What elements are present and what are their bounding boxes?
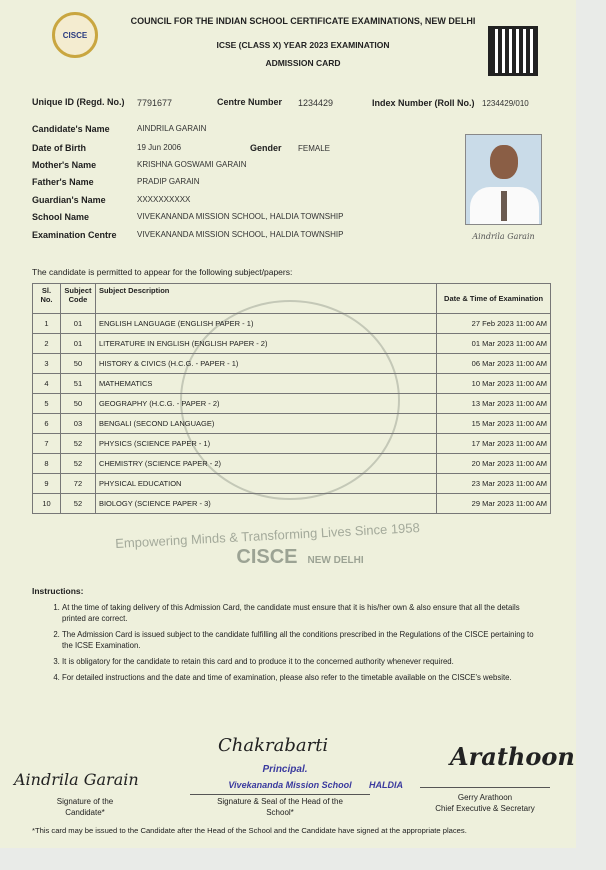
gender-label: Gender bbox=[250, 143, 282, 153]
subject-code: 52 bbox=[60, 434, 95, 454]
instruction-item: 2. The Admission Card is issued subject to the candidate fulfilling all the conditions prescribed in the Regulations of the CISCE pertaining to the ICSE Examination. bbox=[62, 629, 542, 651]
gender: FEMALE bbox=[298, 144, 331, 153]
subject-description: PHYSICS (SCIENCE PAPER - 1) bbox=[95, 434, 436, 454]
exam-datetime: 17 Mar 2023 11:00 AM bbox=[437, 434, 551, 454]
table-row bbox=[33, 354, 551, 374]
mother-name: KRISHNA GOSWAMI GARAIN bbox=[137, 160, 247, 169]
sl-no: 3 bbox=[33, 354, 61, 374]
col-sl: Sl. No. bbox=[33, 284, 61, 314]
subject-code: 01 bbox=[60, 334, 95, 354]
table-row bbox=[33, 414, 551, 434]
footnote: *This card may be issued to the Candidate after the Head of the School and the Candidate have signed at the appropriate places. bbox=[32, 826, 467, 835]
watermark-text: CISCE bbox=[236, 546, 298, 568]
subject-description: MATHEMATICS bbox=[95, 374, 436, 394]
col-description: Subject Description bbox=[95, 284, 436, 314]
index-number: 1234429/010 bbox=[482, 99, 529, 108]
candidate-photo bbox=[465, 134, 542, 225]
candidate-sig-caption: Signature of the Candidate* bbox=[56, 797, 114, 817]
head-sig-caption: Signature & Seal of the Head of the School* bbox=[217, 797, 343, 817]
qr-code bbox=[488, 26, 538, 76]
ce-sig-line bbox=[420, 787, 550, 788]
table-row bbox=[33, 374, 551, 394]
sl-no: 4 bbox=[33, 374, 61, 394]
exam-datetime: 20 Mar 2023 11:00 AM bbox=[437, 454, 551, 474]
subject-code: 52 bbox=[60, 454, 95, 474]
head-signature: Chakrabarti bbox=[218, 735, 329, 756]
cisce-watermark bbox=[200, 546, 400, 569]
subject-code: 03 bbox=[60, 414, 95, 434]
subject-description: LITERATURE IN ENGLISH (ENGLISH PAPER - 2) bbox=[95, 334, 436, 354]
subject-description: HISTORY & CIVICS (H.C.G. - PAPER - 1) bbox=[95, 354, 436, 374]
sl-no: 8 bbox=[33, 454, 61, 474]
exam-datetime: 15 Mar 2023 11:00 AM bbox=[437, 414, 551, 434]
instructions-list bbox=[62, 602, 542, 688]
exam-centre: VIVEKANANDA MISSION SCHOOL, HALDIA TOWNSHIP bbox=[137, 230, 344, 239]
sl-no: 10 bbox=[33, 494, 61, 514]
sl-no: 6 bbox=[33, 414, 61, 434]
subjects-table bbox=[32, 283, 551, 514]
exam-centre-label: Examination Centre bbox=[32, 230, 117, 240]
watermark-sub: NEW DELHI bbox=[307, 555, 364, 566]
sl-no: 5 bbox=[33, 394, 61, 414]
subject-code: 01 bbox=[60, 314, 95, 334]
exam-datetime: 13 Mar 2023 11:00 AM bbox=[437, 394, 551, 414]
ce-title: Chief Executive & Secretary bbox=[435, 804, 535, 813]
sl-no: 9 bbox=[33, 474, 61, 494]
table-row bbox=[33, 454, 551, 474]
subject-code: 72 bbox=[60, 474, 95, 494]
name-label: Candidate's Name bbox=[32, 124, 110, 134]
org-title: COUNCIL FOR THE INDIAN SCHOOL CERTIFICATE EXAMINATIONS, NEW DELHI bbox=[130, 16, 476, 26]
ce-signature: Arathoon bbox=[450, 742, 575, 771]
index-number-label: Index Number (Roll No.) bbox=[372, 98, 475, 108]
instruction-item: 1. At the time of taking delivery of this Admission Card, the candidate must ensure that it is his/her own & also ensure that all the details printed are correct. bbox=[62, 602, 542, 624]
table-row bbox=[33, 434, 551, 454]
table-intro: The candidate is permitted to appear for the following subject/papers: bbox=[32, 267, 293, 277]
exam-datetime: 10 Mar 2023 11:00 AM bbox=[437, 374, 551, 394]
school-name: VIVEKANANDA MISSION SCHOOL, HALDIA TOWNSHIP bbox=[137, 212, 344, 221]
candidate-name: AINDRILA GARAIN bbox=[137, 124, 207, 133]
logo-text: CISCE bbox=[62, 30, 88, 40]
exam-title: ICSE (CLASS X) YEAR 2023 EXAMINATION bbox=[216, 40, 390, 50]
col-code: Subject Code bbox=[60, 284, 95, 314]
subject-description: ENGLISH LANGUAGE (ENGLISH PAPER - 1) bbox=[95, 314, 436, 334]
haldia-stamp: HALDIA bbox=[369, 780, 403, 790]
dob-label: Date of Birth bbox=[32, 143, 86, 153]
guardian-name: XXXXXXXXXX bbox=[137, 195, 191, 204]
subject-code: 50 bbox=[60, 354, 95, 374]
exam-datetime: 23 Mar 2023 11:00 AM bbox=[437, 474, 551, 494]
table-row bbox=[33, 394, 551, 414]
father-label: Father's Name bbox=[32, 177, 94, 187]
head-sig-line bbox=[190, 794, 370, 795]
unique-id: 7791677 bbox=[137, 98, 173, 108]
table-row bbox=[33, 314, 551, 334]
exam-datetime: 29 Mar 2023 11:00 AM bbox=[437, 494, 551, 514]
photo-signature: Aindrila Garain bbox=[472, 232, 535, 241]
school-stamp: Vivekananda Mission School bbox=[228, 780, 352, 790]
exam-datetime: 06 Mar 2023 11:00 AM bbox=[437, 354, 551, 374]
subject-description: BIOLOGY (SCIENCE PAPER - 3) bbox=[95, 494, 436, 514]
dob: 19 Jun 2006 bbox=[137, 143, 182, 152]
table-row bbox=[33, 334, 551, 354]
unique-id-label: Unique ID (Regd. No.) bbox=[32, 97, 125, 107]
subject-description: BENGALI (SECOND LANGUAGE) bbox=[95, 414, 436, 434]
subject-description: PHYSICAL EDUCATION bbox=[95, 474, 436, 494]
centre-number-label: Centre Number bbox=[217, 97, 283, 107]
sl-no: 7 bbox=[33, 434, 61, 454]
watermark-tagline: Empowering Minds & Transforming Lives Since 1958 bbox=[114, 520, 421, 551]
subject-code: 52 bbox=[60, 494, 95, 514]
subject-description: CHEMISTRY (SCIENCE PAPER - 2) bbox=[95, 454, 436, 474]
doc-title: ADMISSION CARD bbox=[265, 58, 341, 68]
instructions-title: Instructions: bbox=[32, 586, 84, 596]
sl-no: 2 bbox=[33, 334, 61, 354]
sl-no: 1 bbox=[33, 314, 61, 334]
school-label: School Name bbox=[32, 212, 90, 222]
ce-name: Gerry Arathoon bbox=[457, 793, 513, 802]
subject-description: GEOGRAPHY (H.C.G. - PAPER - 2) bbox=[95, 394, 436, 414]
father-name: PRADIP GARAIN bbox=[137, 177, 200, 186]
guardian-label: Guardian's Name bbox=[32, 195, 106, 205]
principal-stamp: Principal. bbox=[262, 764, 308, 775]
col-date: Date & Time of Examination bbox=[437, 284, 551, 314]
exam-datetime: 27 Feb 2023 11:00 AM bbox=[437, 314, 551, 334]
instruction-item: 3. It is obligatory for the candidate to retain this card and to produce it to the concerned authority whenever required. bbox=[62, 656, 542, 667]
candidate-signature: Aindrila Garain bbox=[14, 770, 139, 789]
mother-label: Mother's Name bbox=[32, 160, 97, 170]
exam-datetime: 01 Mar 2023 11:00 AM bbox=[437, 334, 551, 354]
table-row bbox=[33, 474, 551, 494]
instruction-item: 4. For detailed instructions and the date and time of examination, please also refer to the timetable available on the CISCE's website. bbox=[62, 672, 542, 683]
subject-code: 50 bbox=[60, 394, 95, 414]
centre-number: 1234429 bbox=[298, 98, 334, 108]
subject-code: 51 bbox=[60, 374, 95, 394]
table-row bbox=[33, 494, 551, 514]
